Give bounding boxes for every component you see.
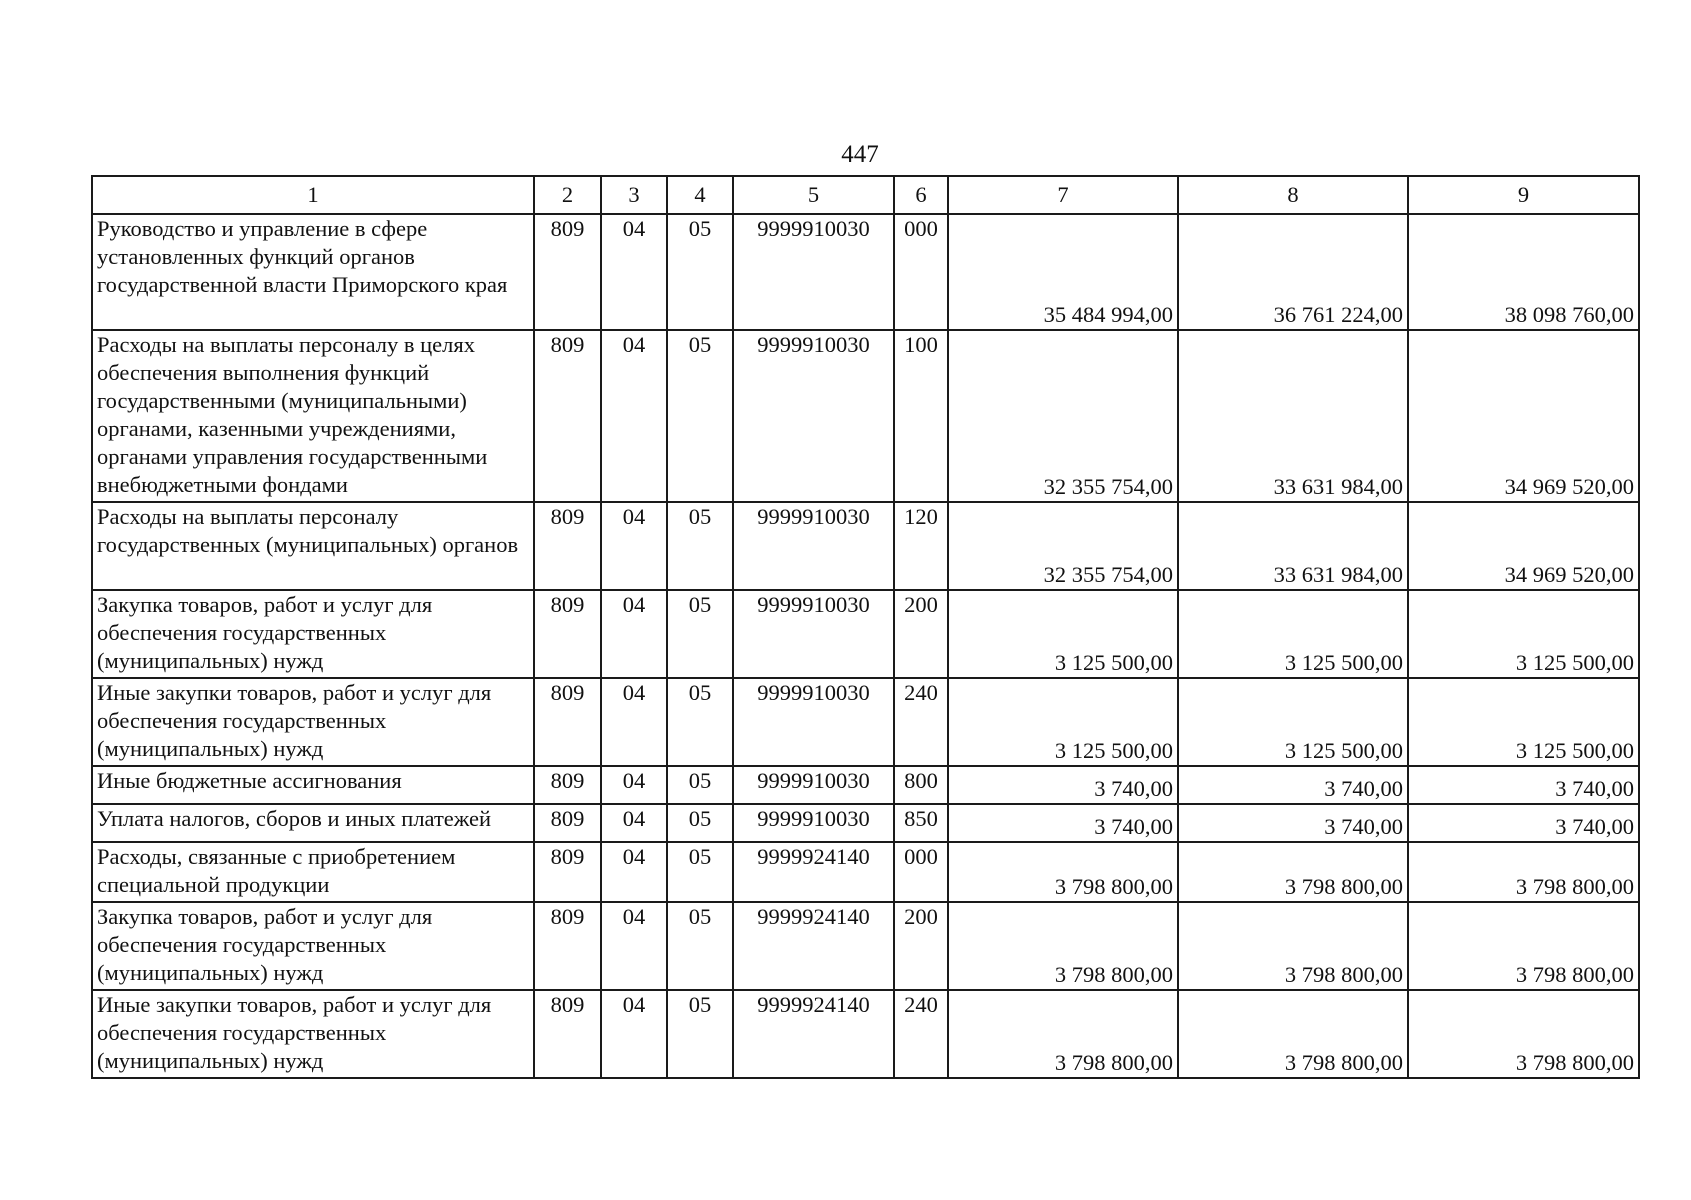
column-header: 2 bbox=[534, 176, 601, 214]
expense-type-code: 200 bbox=[894, 902, 948, 990]
column-header: 1 bbox=[92, 176, 534, 214]
amount-col-7: 32 355 754,00 bbox=[948, 502, 1178, 590]
expense-type-code: 000 bbox=[894, 842, 948, 902]
subsection-code: 05 bbox=[667, 990, 733, 1078]
column-header: 9 bbox=[1408, 176, 1639, 214]
subsection-code: 05 bbox=[667, 766, 733, 804]
subsection-code: 05 bbox=[667, 678, 733, 766]
table-row bbox=[92, 766, 1639, 804]
row-name: Иные закупки товаров, работ и услуг для обеспечения государственных (муниципальных) нужд bbox=[92, 678, 534, 766]
amount-col-9: 38 098 760,00 bbox=[1408, 214, 1639, 330]
expense-type-code: 120 bbox=[894, 502, 948, 590]
subsection-code: 05 bbox=[667, 502, 733, 590]
expense-type-code: 240 bbox=[894, 990, 948, 1078]
target-article-code: 9999910030 bbox=[733, 502, 894, 590]
amount-col-7: 35 484 994,00 bbox=[948, 214, 1178, 330]
amount-col-8: 3 740,00 bbox=[1178, 804, 1408, 842]
target-article-code: 9999924140 bbox=[733, 902, 894, 990]
amount-col-7: 3 740,00 bbox=[948, 804, 1178, 842]
column-header: 8 bbox=[1178, 176, 1408, 214]
section-code: 04 bbox=[601, 804, 667, 842]
amount-col-9: 3 798 800,00 bbox=[1408, 902, 1639, 990]
ministry-code: 809 bbox=[534, 502, 601, 590]
row-name: Расходы, связанные с приобретением специальной продукции bbox=[92, 842, 534, 902]
subsection-code: 05 bbox=[667, 902, 733, 990]
section-code: 04 bbox=[601, 678, 667, 766]
ministry-code: 809 bbox=[534, 214, 601, 330]
subsection-code: 05 bbox=[667, 590, 733, 678]
amount-col-9: 3 798 800,00 bbox=[1408, 842, 1639, 902]
expense-type-code: 800 bbox=[894, 766, 948, 804]
expense-type-code: 000 bbox=[894, 214, 948, 330]
section-code: 04 bbox=[601, 990, 667, 1078]
amount-col-7: 3 125 500,00 bbox=[948, 678, 1178, 766]
ministry-code: 809 bbox=[534, 678, 601, 766]
row-name: Расходы на выплаты персоналу государственных (муниципальных) органов bbox=[92, 502, 534, 590]
amount-col-8: 3 125 500,00 bbox=[1178, 678, 1408, 766]
amount-col-9: 3 740,00 bbox=[1408, 766, 1639, 804]
amount-col-8: 3 740,00 bbox=[1178, 766, 1408, 804]
target-article-code: 9999924140 bbox=[733, 842, 894, 902]
amount-col-9: 34 969 520,00 bbox=[1408, 502, 1639, 590]
amount-col-9: 3 125 500,00 bbox=[1408, 678, 1639, 766]
target-article-code: 9999924140 bbox=[733, 990, 894, 1078]
column-header: 7 bbox=[948, 176, 1178, 214]
budget-table bbox=[91, 175, 1640, 1079]
row-name: Закупка товаров, работ и услуг для обеспечения государственных (муниципальных) нужд bbox=[92, 902, 534, 990]
table-row bbox=[92, 330, 1639, 502]
section-code: 04 bbox=[601, 502, 667, 590]
column-header: 5 bbox=[733, 176, 894, 214]
section-code: 04 bbox=[601, 330, 667, 502]
target-article-code: 9999910030 bbox=[733, 804, 894, 842]
amount-col-9: 3 798 800,00 bbox=[1408, 990, 1639, 1078]
target-article-code: 9999910030 bbox=[733, 766, 894, 804]
column-number-row bbox=[92, 176, 1639, 214]
amount-col-9: 34 969 520,00 bbox=[1408, 330, 1639, 502]
amount-col-7: 3 798 800,00 bbox=[948, 990, 1178, 1078]
column-header: 6 bbox=[894, 176, 948, 214]
subsection-code: 05 bbox=[667, 842, 733, 902]
ministry-code: 809 bbox=[534, 766, 601, 804]
target-article-code: 9999910030 bbox=[733, 678, 894, 766]
row-name: Иные закупки товаров, работ и услуг для обеспечения государственных (муниципальных) нужд bbox=[92, 990, 534, 1078]
row-name: Закупка товаров, работ и услуг для обеспечения государственных (муниципальных) нужд bbox=[92, 590, 534, 678]
section-code: 04 bbox=[601, 902, 667, 990]
amount-col-7: 3 798 800,00 bbox=[948, 842, 1178, 902]
row-name: Уплата налогов, сборов и иных платежей bbox=[92, 804, 534, 842]
amount-col-7: 32 355 754,00 bbox=[948, 330, 1178, 502]
amount-col-8: 3 125 500,00 bbox=[1178, 590, 1408, 678]
row-name: Иные бюджетные ассигнования bbox=[92, 766, 534, 804]
column-header: 4 bbox=[667, 176, 733, 214]
target-article-code: 9999910030 bbox=[733, 214, 894, 330]
amount-col-8: 33 631 984,00 bbox=[1178, 502, 1408, 590]
page-number: 447 bbox=[841, 141, 879, 168]
table-row bbox=[92, 590, 1639, 678]
table-row bbox=[92, 678, 1639, 766]
section-code: 04 bbox=[601, 766, 667, 804]
ministry-code: 809 bbox=[534, 590, 601, 678]
section-code: 04 bbox=[601, 842, 667, 902]
budget-table-body bbox=[92, 176, 1639, 1078]
row-name: Руководство и управление в сфере установленных функций органов государственной власти Приморского края bbox=[92, 214, 534, 330]
row-name: Расходы на выплаты персоналу в целях обеспечения выполнения функций государственными (муниципальными) органами, казенными учреждениями, органами управления государственными внебюджетными фондами bbox=[92, 330, 534, 502]
amount-col-8: 33 631 984,00 bbox=[1178, 330, 1408, 502]
table-row bbox=[92, 804, 1639, 842]
table-row bbox=[92, 902, 1639, 990]
amount-col-7: 3 125 500,00 bbox=[948, 590, 1178, 678]
table-row bbox=[92, 502, 1639, 590]
section-code: 04 bbox=[601, 214, 667, 330]
amount-col-9: 3 125 500,00 bbox=[1408, 590, 1639, 678]
subsection-code: 05 bbox=[667, 804, 733, 842]
amount-col-7: 3 798 800,00 bbox=[948, 902, 1178, 990]
expense-type-code: 850 bbox=[894, 804, 948, 842]
amount-col-8: 3 798 800,00 bbox=[1178, 842, 1408, 902]
expense-type-code: 240 bbox=[894, 678, 948, 766]
amount-col-8: 36 761 224,00 bbox=[1178, 214, 1408, 330]
ministry-code: 809 bbox=[534, 804, 601, 842]
subsection-code: 05 bbox=[667, 330, 733, 502]
target-article-code: 9999910030 bbox=[733, 330, 894, 502]
table-row bbox=[92, 842, 1639, 902]
expense-type-code: 100 bbox=[894, 330, 948, 502]
target-article-code: 9999910030 bbox=[733, 590, 894, 678]
expense-type-code: 200 bbox=[894, 590, 948, 678]
amount-col-9: 3 740,00 bbox=[1408, 804, 1639, 842]
amount-col-8: 3 798 800,00 bbox=[1178, 990, 1408, 1078]
amount-col-8: 3 798 800,00 bbox=[1178, 902, 1408, 990]
table-row bbox=[92, 990, 1639, 1078]
amount-col-7: 3 740,00 bbox=[948, 766, 1178, 804]
ministry-code: 809 bbox=[534, 842, 601, 902]
ministry-code: 809 bbox=[534, 990, 601, 1078]
section-code: 04 bbox=[601, 590, 667, 678]
subsection-code: 05 bbox=[667, 214, 733, 330]
table-row bbox=[92, 214, 1639, 330]
ministry-code: 809 bbox=[534, 902, 601, 990]
ministry-code: 809 bbox=[534, 330, 601, 502]
column-header: 3 bbox=[601, 176, 667, 214]
